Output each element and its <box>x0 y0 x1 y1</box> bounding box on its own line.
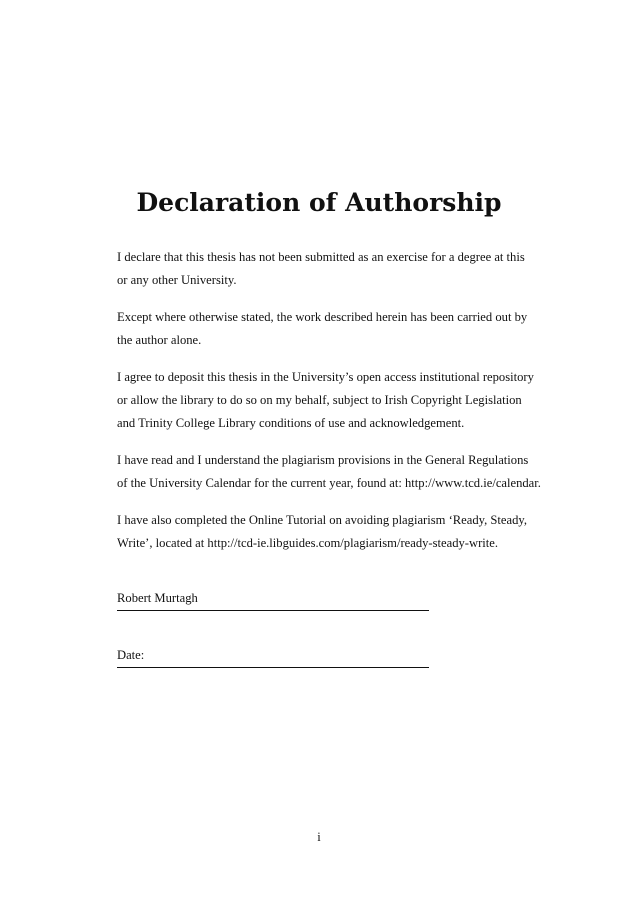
signature-line <box>117 610 429 611</box>
author-name: Robert Murtagh <box>117 591 198 605</box>
declaration-body <box>117 246 587 569</box>
date-label: Date: <box>117 648 145 662</box>
signature-date-block <box>117 646 429 668</box>
paragraph-no-prior-submission: I declare that this thesis has not been submitted as an exercise for a degree at this or any other University. <box>117 250 525 287</box>
signature-name-block <box>117 589 429 611</box>
page-number: i <box>317 830 321 844</box>
paragraph-repository-consent: I agree to deposit this thesis in the University’s open access institutional repository or allow the library to do so on my behalf, subject to Irish Copyright Legislation and Trinity College Library conditions of use and acknowledgement. <box>117 370 534 430</box>
paragraph-plagiarism-provisions: I have read and I understand the plagiarism provisions in the General Regulations of the University Calendar for the current year, found at: http://www.tcd.ie/calendar. <box>117 453 541 490</box>
paragraph-plagiarism-tutorial: I have also completed the Online Tutorial on avoiding plagiarism ‘Ready, Steady, Write’, located at http://tcd-ie.libguides.com/plagiarism/ready-steady-write. <box>117 513 528 550</box>
date-line <box>117 667 429 668</box>
paragraph-own-work: Except where otherwise stated, the work described herein has been carried out by the author alone. <box>117 310 528 347</box>
page-title: Declaration of Authorship <box>136 188 502 217</box>
